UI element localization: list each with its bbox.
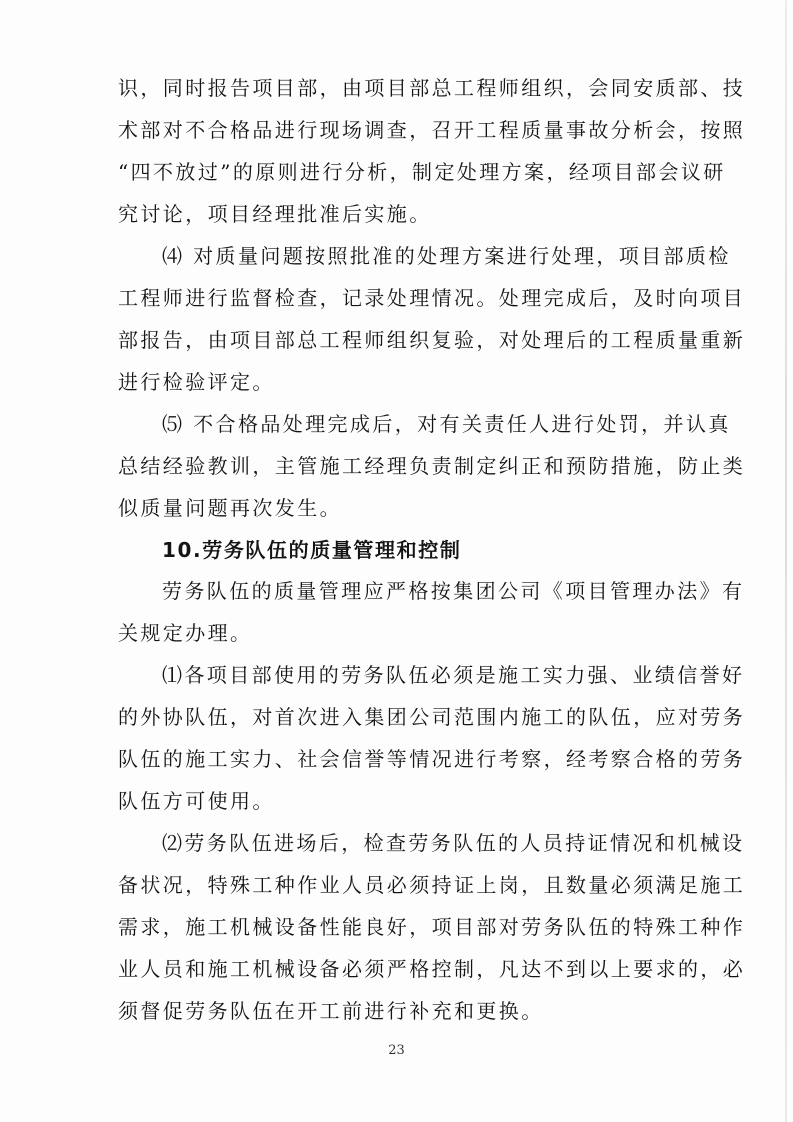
scan-edge-shadow xyxy=(785,0,787,1122)
paragraph-line: 备状况，特殊工种作业人员必须持证上岗，且数量必须满足施工 xyxy=(118,873,746,897)
paragraph-line: 总结经验教训，主管施工经理负责制定纠正和预防措施，防止类 xyxy=(118,454,746,478)
paragraph-line: 部报告，由项目部总工程师组织复验，对处理后的工程质量重新 xyxy=(118,328,746,352)
paragraph-line: 进行检验评定。 xyxy=(118,370,275,394)
paragraph-line: 业人员和施工机械设备必须严格控制，凡达不到以上要求的，必 xyxy=(118,957,746,981)
paragraph-line: 似质量问题再次发生。 xyxy=(118,496,342,520)
paragraph-line: 识，同时报告项目部，由项目部总工程师组织，会同安质部、技 xyxy=(118,76,746,100)
paragraph-line: 工程师进行监督检查，记录处理情况。处理完成后，及时向项目 xyxy=(118,286,746,310)
paragraph-line: 关规定办理。 xyxy=(118,621,253,645)
section-heading: 10.劳务队伍的质量管理和控制 xyxy=(162,538,462,562)
page-number: 23 xyxy=(388,1043,405,1058)
paragraph-line: 须督促劳务队伍在开工前进行补充和更换。 xyxy=(118,999,544,1023)
paragraph-line: 需求，施工机械设备性能良好，项目部对劳务队伍的特殊工种作 xyxy=(118,915,746,939)
paragraph-line: ⑴各项目部使用的劳务队伍必须是施工实力强、业绩信誉好 xyxy=(162,663,745,687)
paragraph-line: 的外协队伍，对首次进入集团公司范围内施工的队伍，应对劳务 xyxy=(118,705,746,729)
paragraph-line: 术部对不合格品进行现场调查，召开工程质量事故分析会，按照 xyxy=(118,118,746,142)
paragraph-line: 劳务队伍的质量管理应严格按集团公司《项目管理办法》有 xyxy=(162,579,745,603)
paragraph-line: 队伍方可使用。 xyxy=(118,789,275,813)
paragraph-line: ⑸ 不合格品处理完成后，对有关责任人进行处罚，并认真 xyxy=(162,412,731,436)
paragraph-line: “四不放过”的原则进行分析，制定处理方案，经项目部会议研 xyxy=(118,160,726,184)
paragraph-line: ⑵劳务队伍进场后，检查劳务队伍的人员持证情况和机械设 xyxy=(162,831,745,855)
paragraph-line: 究讨论，项目经理批准后实施。 xyxy=(118,202,432,226)
paragraph-line: ⑷ 对质量问题按照批准的处理方案进行处理，项目部质检 xyxy=(162,244,731,268)
paragraph-line: 队伍的施工实力、社会信誉等情况进行考察，经考察合格的劳务 xyxy=(118,747,746,771)
